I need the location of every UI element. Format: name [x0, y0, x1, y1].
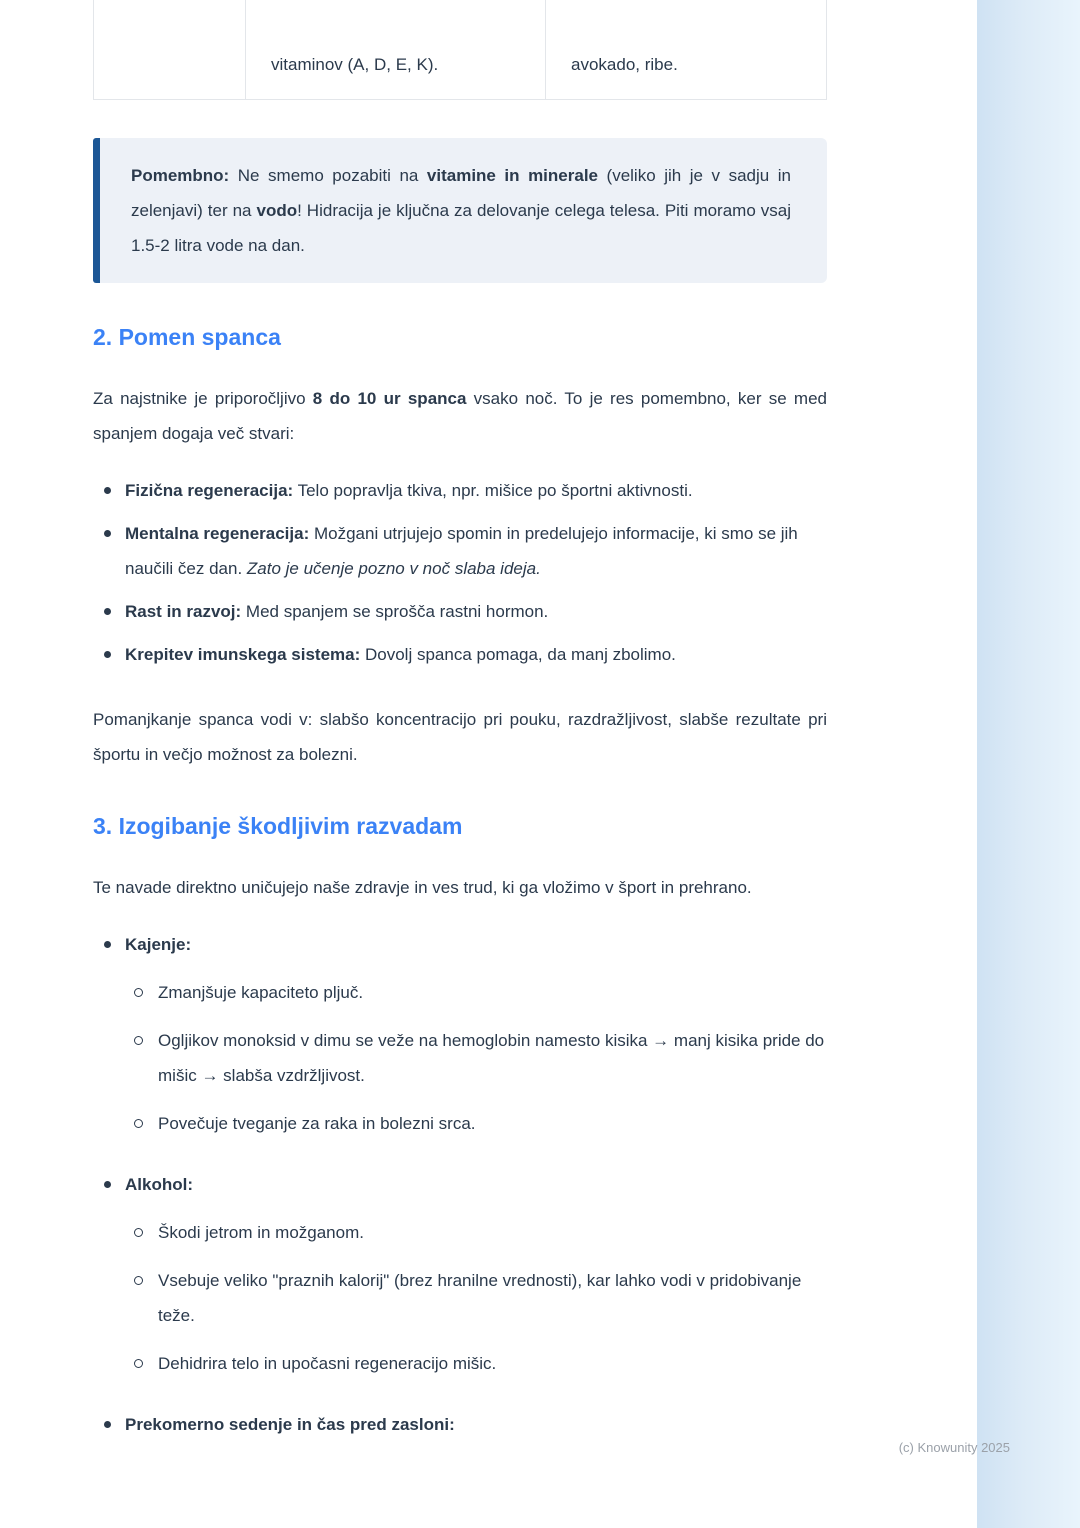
table-cell-foods: avokado, ribe.	[545, 0, 827, 99]
list-item-label: Prekomerno sedenje in čas pred zasloni:	[125, 1415, 455, 1434]
sleep-intro-paragraph: Za najstnike je priporočljivo 8 do 10 ur spanca vsako noč. To je res pomembno, ker se med spanjem dogaja več stvari:	[93, 389, 827, 443]
sleep-deprivation-paragraph: Pomanjkanje spanca vodi v: slabšo koncentracijo pri pouku, razdražljivost, slabše rezultate pri športu in večjo možnost za bolezni.	[93, 710, 827, 764]
list-item: Rast in razvoj: Med spanjem se sprošča rastni hormon.	[93, 594, 827, 629]
list-item: Krepitev imunskega sistema: Dovolj spanca pomaga, da manj zbolimo.	[93, 637, 827, 672]
sub-list-item: Zmanjšuje kapaciteto pljuč.	[125, 975, 827, 1010]
sub-list-item: Povečuje tveganje za raka in bolezni srca.	[125, 1106, 827, 1141]
list-item: Fizična regeneracija: Telo popravlja tkiva, npr. mišice po športni aktivnosti.	[93, 473, 827, 508]
watermark: (c) Knowunity 2025	[898, 1440, 1010, 1455]
table-cell-vitamins: vitaminov (A, D, E, K).	[245, 0, 545, 99]
list-item-label: Alkohol:	[125, 1175, 193, 1194]
important-callout	[93, 138, 827, 283]
list-item-label: Kajenje:	[125, 935, 192, 954]
sub-list-item: Vsebuje veliko "praznih kalorij" (brez hranilne vrednosti), kar lahko vodi v pridobivanje teže.	[125, 1263, 827, 1333]
table-cell-empty	[93, 0, 245, 99]
document-content	[93, 0, 827, 1442]
sleep-benefits-list	[93, 473, 827, 672]
section-heading-habits: 3. Izogibanje škodljivim razvadam	[93, 813, 463, 839]
sub-list-item: Ogljikov monoksid v dimu se veže na hemoglobin namesto kisika → manj kisika pride do mišic → slabša vzdržljivost.	[125, 1023, 827, 1093]
bad-habits-list	[93, 927, 827, 1442]
smoking-sublist	[125, 975, 827, 1141]
habits-intro-paragraph: Te navade direktno uničujejo naše zdravje in ves trud, ki ga vložimo v šport in prehrano.	[93, 878, 752, 897]
list-item-smoking	[93, 927, 827, 1141]
list-item-sedentary	[93, 1407, 827, 1442]
sub-list-item: Dehidrira telo in upočasni regeneracijo mišic.	[125, 1346, 827, 1381]
list-item: Mentalna regeneracija: Možgani utrjujejo spomin in predelujejo informacije, ki smo se jih naučili čez dan. Zato je učenje pozno v noč slaba ideja.	[93, 516, 827, 586]
callout-text: Pomembno: Ne smemo pozabiti na vitamine in minerale (veliko jih je v sadju in zelenjavi) ter na vodo! Hidracija je ključna za delovanje celega telesa. Piti moramo vsaj 1.5-2 litra vode na dan.	[131, 166, 791, 255]
section-heading-sleep: 2. Pomen spanca	[93, 324, 281, 350]
sub-list-item: Škodi jetrom in možganom.	[125, 1215, 827, 1250]
list-item-alcohol	[93, 1167, 827, 1381]
page-edge-strip	[977, 0, 1080, 1528]
alcohol-sublist	[125, 1215, 827, 1381]
nutrition-table-fragment	[93, 0, 827, 100]
